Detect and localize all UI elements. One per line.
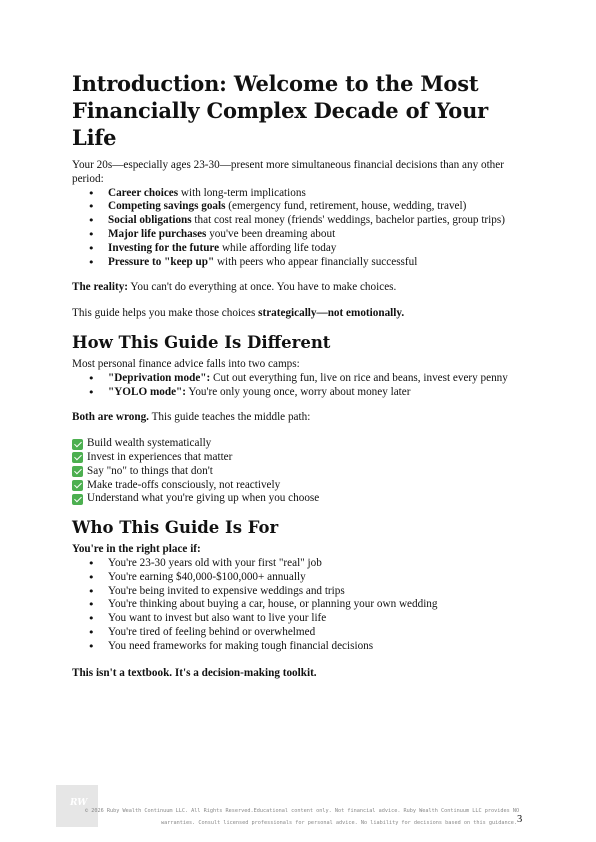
footer-disclaimer xyxy=(85,805,525,829)
footer-line-1: © 2026 Ruby Wealth Continuum LLC. All Rights Reserved.Educational content only. Not financial advice. Ruby Wealth Continuum LLC provides NO xyxy=(85,808,520,814)
who-heading: Who This Guide Is For xyxy=(72,518,279,538)
bullet-bold: "YOLO mode": xyxy=(108,385,186,398)
bullet-bold: Pressure to "keep up" xyxy=(108,255,215,268)
list-item: • You want to invest but also want to live your life xyxy=(72,612,532,626)
bullet-bold: "Deprivation mode": xyxy=(108,371,211,384)
check-mark-icon xyxy=(72,439,83,450)
checklist-text: Say "no" to things that don't xyxy=(87,464,213,477)
brand-logo-text: RW xyxy=(70,798,88,808)
checklist-item xyxy=(72,492,532,506)
list-item xyxy=(72,187,532,201)
check-mark-icon xyxy=(72,480,83,491)
closing-text: This isn't a textbook. It's a decision-making toolkit. xyxy=(72,666,317,679)
page-number: 3 xyxy=(517,814,523,825)
list-item: • You're thinking about buying a car, house, or planning your own wedding xyxy=(72,598,532,612)
strategy-text: This guide helps you make those choices xyxy=(72,307,259,320)
strategy-paragraph xyxy=(72,307,532,321)
list-item: • You're earning $40,000-$100,000+ annually xyxy=(72,571,532,585)
reality-text: You can't do everything at once. You have to make choices. xyxy=(128,281,397,294)
list-item xyxy=(72,256,532,270)
list-item: • You're 23-30 years old with your first "real" job xyxy=(72,557,532,571)
list-item xyxy=(72,372,532,386)
list-item: • You need frameworks for making tough financial decisions xyxy=(72,640,532,654)
bullet-bold: Major life purchases xyxy=(108,227,207,240)
both-wrong-paragraph xyxy=(72,411,532,425)
reality-paragraph xyxy=(72,281,532,295)
checklist-item xyxy=(72,465,532,479)
intro-title: Introduction: Welcome to the Most Financially Complex Decade of Your Life xyxy=(72,71,489,150)
bullet-text: (emergency fund, retirement, house, wedding, travel) xyxy=(225,200,467,213)
both-wrong-label: Both are wrong. xyxy=(72,411,149,424)
list-item: • You're tired of feeling behind or overwhelmed xyxy=(72,626,532,640)
checklist-text: Invest in experiences that matter xyxy=(87,450,233,463)
document-page xyxy=(72,70,532,680)
list-item: • You're being invited to expensive weddings and trips xyxy=(72,585,532,599)
bullet-bold: Competing savings goals xyxy=(108,200,226,213)
reality-label: The reality: xyxy=(72,281,129,294)
bullet-bold: Career choices xyxy=(108,186,179,199)
checklist-text: Understand what you're giving up when you choose xyxy=(87,492,320,505)
intro-bullet-list xyxy=(72,187,532,270)
check-mark-icon xyxy=(72,494,83,505)
checklist-text: Make trade-offs consciously, not reactively xyxy=(87,478,281,491)
list-item xyxy=(72,242,532,256)
bullet-text: with long-term implications xyxy=(178,186,306,199)
checklist-item xyxy=(72,437,532,451)
check-mark-icon xyxy=(72,452,83,463)
checklist-item xyxy=(72,451,532,465)
closing-paragraph xyxy=(72,667,532,681)
different-heading: How This Guide Is Different xyxy=(72,332,331,352)
checklist-item xyxy=(72,479,532,493)
checklist xyxy=(72,437,532,506)
check-mark-icon xyxy=(72,466,83,477)
who-bullet-list xyxy=(72,557,532,654)
who-subheading-text: You're in the right place if: xyxy=(72,543,201,556)
different-lead: Most personal finance advice falls into two camps: xyxy=(72,357,300,370)
bullet-text: with peers who appear financially successful xyxy=(214,255,418,268)
bullet-text: Cut out everything fun, live on rice and beans, invest every penny xyxy=(210,371,508,384)
bullet-text: You're only young once, worry about money later xyxy=(186,385,411,398)
page-footer xyxy=(56,785,536,827)
intro-lead: Your 20s—especially ages 23-30—present more simultaneous financial decisions than any other period: xyxy=(72,159,504,185)
footer-line-2: warranties. Consult licensed professionals for personal advice. No liability for decisions based on this guidance. xyxy=(160,820,517,826)
both-wrong-text: This guide teaches the middle path: xyxy=(148,411,311,424)
camps-bullet-list xyxy=(72,372,532,400)
bullet-text: while affording life today xyxy=(219,241,337,254)
list-item xyxy=(72,386,532,400)
who-subheading xyxy=(72,543,532,557)
strategy-bold: strategically—not emotionally. xyxy=(258,307,405,320)
checklist-text: Build wealth systematically xyxy=(87,437,212,450)
bullet-text: that cost real money (friends' weddings, bachelor parties, group trips) xyxy=(191,214,505,227)
bullet-text: you've been dreaming about xyxy=(206,227,336,240)
bullet-bold: Social obligations xyxy=(108,214,192,227)
list-item xyxy=(72,228,532,242)
list-item xyxy=(72,214,532,228)
bullet-bold: Investing for the future xyxy=(108,241,220,254)
list-item xyxy=(72,200,532,214)
